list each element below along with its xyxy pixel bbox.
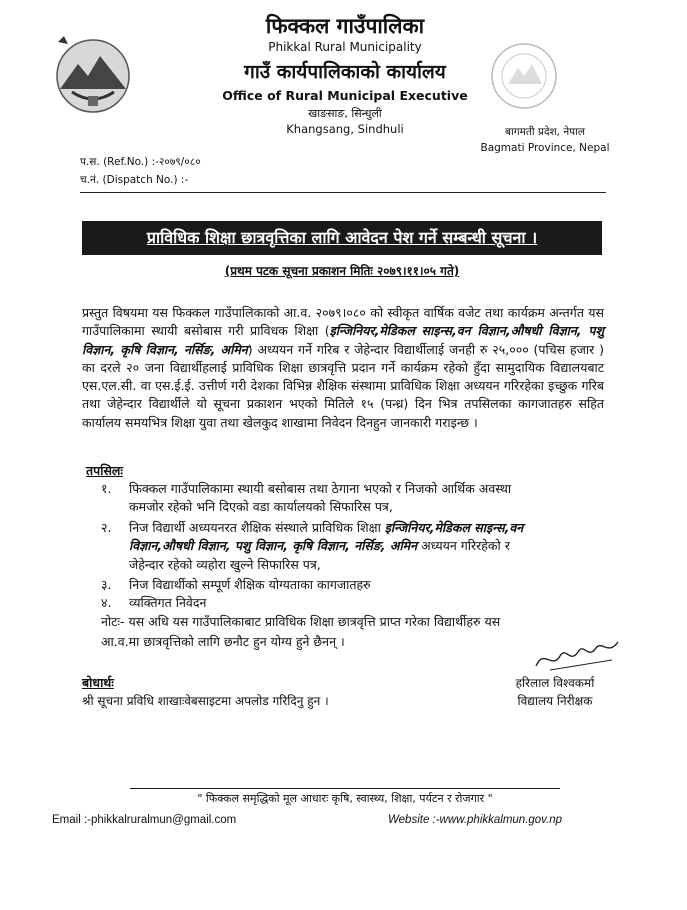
body-fields: इन्जिनियर,मेडिकल साइन्स,वन विज्ञान,औषधी विज्ञान, पशु विज्ञान, कृषि विज्ञान, नर्सिङ, अमिन	[82, 323, 604, 357]
cc-label: बोधार्थः	[82, 675, 114, 690]
list-text: फिक्कल गाउँपालिकामा स्थायी बसोबास तथा ठेगाना भएको र निजको आर्थिक अवस्था कमजोर रहेको भनि दिएको वडा कार्यालयको सिफारिस पत्र,	[129, 481, 512, 515]
footer-email: Email :-phikkalruralmun@gmail.com	[52, 814, 237, 826]
list-item	[101, 519, 551, 575]
cc-line: श्री सूचना प्रविधि शाखाःवेबसाइटमा अपलोड गरिदिनु हुन ।	[82, 694, 329, 708]
office-name-np: गाउँ कार्यपालिकाको कार्यालय	[244, 61, 446, 83]
municipality-name-np: फिक्कल गाउँपालिका	[265, 14, 425, 38]
address-np: खाङसाङ, सिन्धुली	[308, 107, 382, 120]
office-name-en: Office of Rural Municipal Executive	[222, 88, 468, 103]
list-item	[101, 480, 551, 520]
nepal-emblem-icon	[50, 34, 136, 114]
footer-motto: " फिक्कल समृद्धिको मूल आधारः कृषि, स्वास्थ्य, शिक्षा, पर्यटन र रोजगार "	[197, 792, 493, 805]
list-item	[101, 576, 551, 594]
signer-title: विद्यालय निरीक्षक	[517, 694, 593, 708]
list-number: ४.	[101, 595, 112, 610]
signature-icon	[530, 630, 625, 678]
notice-note: नोटः- यस अधि यस गाउँपालिकाबाट प्राविधिक शिक्षा छात्रवृत्ति प्राप्त गरेका विद्यार्थीहरु यस आ.व.मा छात्रवृत्तिको लागि छनौट हुन योग्य हुने छैनन् ।	[101, 614, 501, 649]
tapsil-heading: तपसिलः	[86, 463, 123, 478]
notice-body	[82, 304, 604, 432]
signer-name: हरिलाल विश्वकर्मा	[515, 676, 595, 690]
list-number: २.	[101, 520, 112, 535]
list-number: १.	[101, 481, 112, 496]
list-number: ३.	[101, 577, 112, 592]
reference-number: प.स. (Ref.No.) :-२०७९/०८०	[80, 156, 201, 168]
list-text: निज विद्यार्थीको सम्पूर्ण शैक्षिक योग्यताका कागजातहरु	[129, 577, 371, 592]
province-np: बागमती प्रदेश, नेपाल	[505, 126, 585, 138]
province-en: Bagmati Province, Nepal	[480, 142, 610, 154]
footer-website: Website :-www.phikkalmun.gov.np	[388, 814, 563, 826]
header-divider	[80, 192, 606, 193]
list-item	[101, 594, 551, 612]
footer-divider	[130, 788, 560, 789]
list-text-part: निज विद्यार्थी अध्ययनरत शैक्षिक संस्थाले प्राविधिक शिक्षा	[129, 520, 385, 535]
list-text: व्यक्तिगत निवेदन	[129, 595, 207, 610]
notice-title: प्राविधिक शिक्षा छात्रवृत्तिका लागि आवेदन पेश गर्ने सम्बन्धी सूचना ।	[146, 228, 538, 247]
list-text-part: अध्ययन गरिरहेको र जेहेन्दार रहेको व्यहोरा खुल्ने सिफारिस पत्र,	[129, 538, 510, 572]
dispatch-number: च.नं. (Dispatch No.) :-	[80, 174, 189, 186]
body-text-1: प्रस्तुत विषयमा यस फिक्कल गाउँपालिकाको आ.व. २०७९।०८० को स्वीकृत वार्षिक वजेट तथा कार्यक्रम अन्तर्गत यस गाउँपालिकामा स्थायी बसोबास गरी प्राविधक शिक्षा (	[82, 305, 604, 339]
address-en: Khangsang, Sindhuli	[286, 122, 404, 136]
notice-subtitle: (प्रथम पटक सूचना प्रकाशन मितिः २०७९।११।०५ गते)	[224, 264, 460, 278]
list-text	[129, 519, 544, 574]
notice-title-banner	[82, 221, 602, 255]
municipality-name-en: Phikkal Rural Municipality	[268, 40, 422, 54]
body-text-2: ) अध्ययन गर्ने गरिब र जेहेन्दार विद्यार्थीलाई जनही रु २५,००० (पचिस हजार ) का दरले २० जना विद्यार्थीहलाई प्राविधिक शिक्षा छात्रवृत्ति प्रदान गर्ने कार्यक्रम रहेको हुँदा सामुदायिक विद्यालयबाट एस.एल.सी. वा एस.ई.ई. उत्तीर्ण गरी देशका विभिन्न शैक्षिक संस्थामा प्राविधिक शिक्षा अध्ययन गरिरहेका इच्छुक गरिब तथा जेहेन्दार विद्यार्थीले यो सूचना प्रकाशन भएको मितिले १५ (पन्ध्र) दिन भित्र तपसिलका कागजातहरु सहित कार्यालय समयभित्र शिक्षा युवा तथा खेलकुद शाखामा निवेदन दिनहुन जानकारी गराइन्छ ।	[82, 341, 604, 430]
list-text-fields: इन्जिनियर,मेडिकल साइन्स,वन विज्ञान,औषधी विज्ञान, पशु विज्ञान, कृषि विज्ञान, नर्सिङ, अमिन	[129, 520, 524, 554]
